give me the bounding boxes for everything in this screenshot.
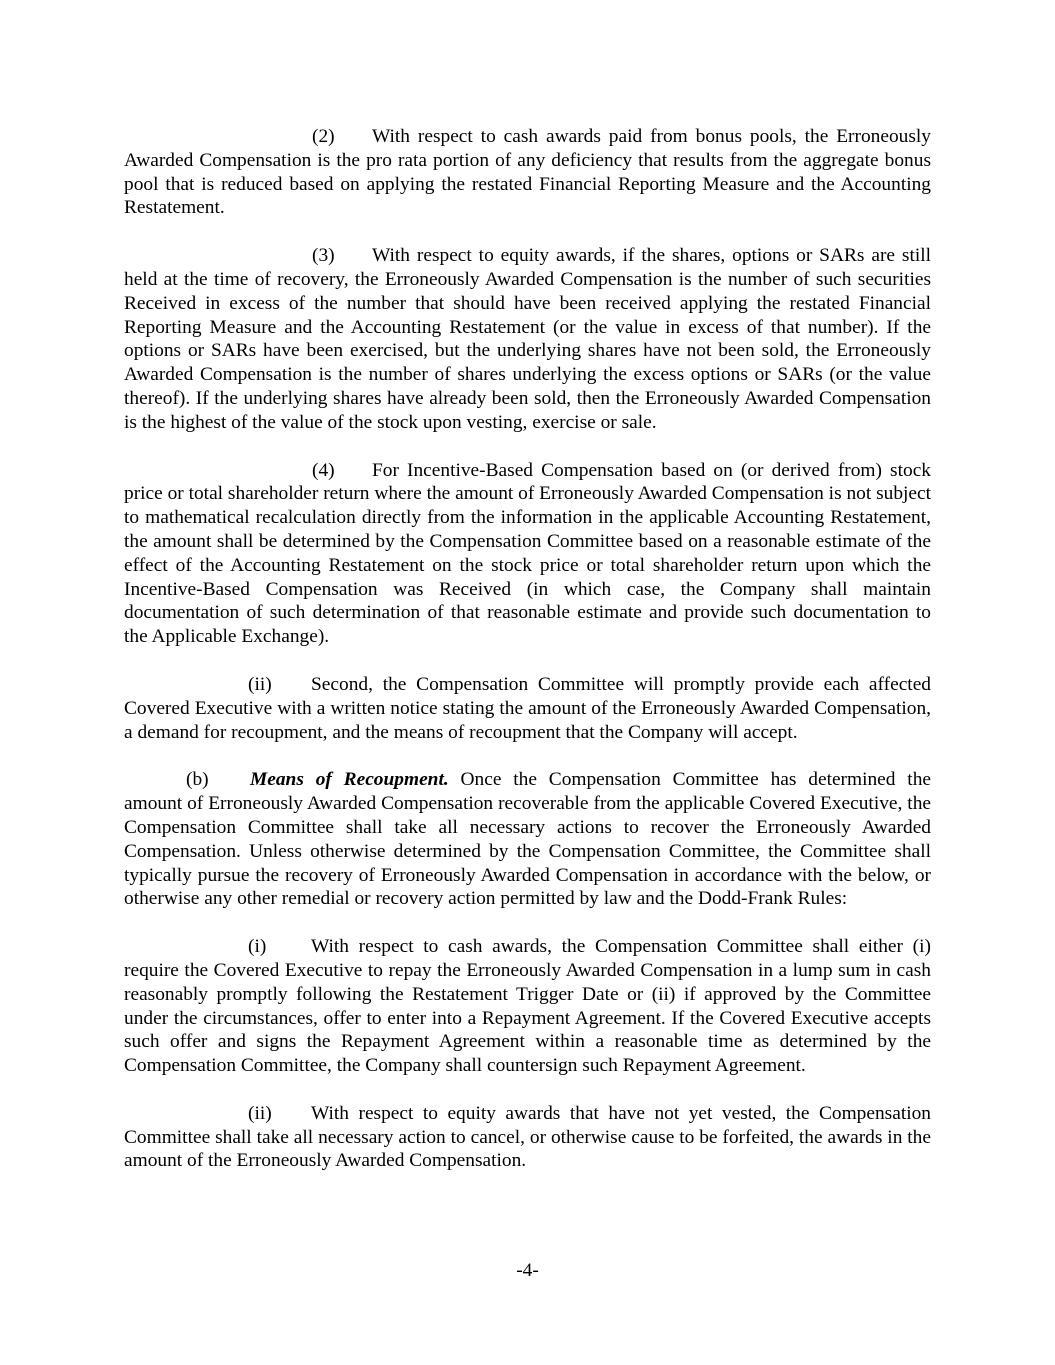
paragraph-text: With respect to equity awards, if the shares, options or SARs are still held at the time of recovery, the Erroneously Awarded Compensation is the number of such securities Received in excess of the number that should have been received applying the restated Financial Reporting Measure and the Accounting Restatement (or the value in excess of that number). If the options or SARs have been exercised, but the underlying shares have not been sold, the Erroneously Awarded Compensation is the number of shares underlying the excess options or SARs (or the value thereof). If the underlying shares have already been sold, then the Erroneously Awarded Compensation is the highest of the value of the stock upon vesting, exercise or sale. xyxy=(124,245,931,433)
paragraph-text: With respect to equity awards that have not yet vested, the Compensation Committee shall take all necessary action to cancel, or otherwise cause to be forfeited, the awards in the amount of the Erroneously Awarded Compensation. xyxy=(124,1102,931,1172)
paragraph-2 xyxy=(124,125,931,220)
paragraph-3 xyxy=(124,244,931,434)
paragraph-number: (i) xyxy=(248,936,267,958)
paragraph-text: With respect to cash awards paid from bonus pools, the Erroneously Awarded Compensation is the pro rata portion of any deficiency that results from the aggregate bonus pool that is reduced based on applying the restated Financial Reporting Measure and the Accounting Restatement. xyxy=(124,126,931,219)
paragraph-text: With respect to cash awards, the Compensation Committee shall either (i) require the Covered Executive to repay the Erroneously Awarded Compensation in a lump sum in cash reasonably promptly following the Restatement Trigger Date or (ii) if approved by the Committee under the circumstances, offer to enter into a Repayment Agreement. If the Covered Executive accepts such offer and signs the Repayment Agreement within a reasonable time as determined by the Compensation Committee, the Company shall countersign such Repayment Agreement. xyxy=(124,936,931,1077)
paragraph-text: For Incentive-Based Compensation based on (or derived from) stock price or total shareholder return where the amount of Erroneously Awarded Compensation is not subject to mathematical recalculation directly from the information in the applicable Accounting Restatement, the amount shall be determined by the Compensation Committee based on a reasonable estimate of the effect of the Accounting Restatement on the stock price or total shareholder return upon which the Incentive-Based Compensation was Received (in which case, the Company shall maintain documentation of such determination of that reasonable estimate and provide such documentation to the Applicable Exchange). xyxy=(124,459,932,648)
paragraph-text: Second, the Compensation Committee will promptly provide each affected Covered Executive with a written notice stating the amount of the Erroneously Awarded Compensation, a demand for recoupment, and the means of recoupment that the Company will accept. xyxy=(124,673,931,743)
paragraph-ii-equity-awards xyxy=(124,1102,931,1173)
paragraph-text: Once the Compensation Committee has determined the amount of Erroneously Awarded Compensation recoverable from the applicable Covered Executive, the Compensation Committee shall take all necessary actions to recover the Erroneously Awarded Compensation. Unless otherwise determined by the Compensation Committee, the Committee shall typically pursue the recovery of Erroneously Awarded Compensation in accordance with the below, or otherwise any other remedial or recovery action permitted by law and the Dodd-Frank Rules: xyxy=(124,769,931,910)
paragraph-number: (ii) xyxy=(248,673,272,695)
paragraph-number: (ii) xyxy=(248,1102,272,1124)
paragraph-number: (4) xyxy=(312,459,335,481)
document-page xyxy=(124,125,931,1197)
paragraph-number: (2) xyxy=(312,126,335,147)
paragraph-b-means-of-recoupment xyxy=(124,768,931,911)
paragraph-i-cash-awards xyxy=(124,935,931,1078)
page-number: -4- xyxy=(516,1260,539,1281)
paragraph-4 xyxy=(124,459,931,649)
paragraph-ii-notice xyxy=(124,673,931,744)
paragraph-number: (3) xyxy=(312,245,335,267)
paragraph-number: (b) xyxy=(186,769,209,791)
section-heading: Means of Recoupment. xyxy=(250,769,449,791)
